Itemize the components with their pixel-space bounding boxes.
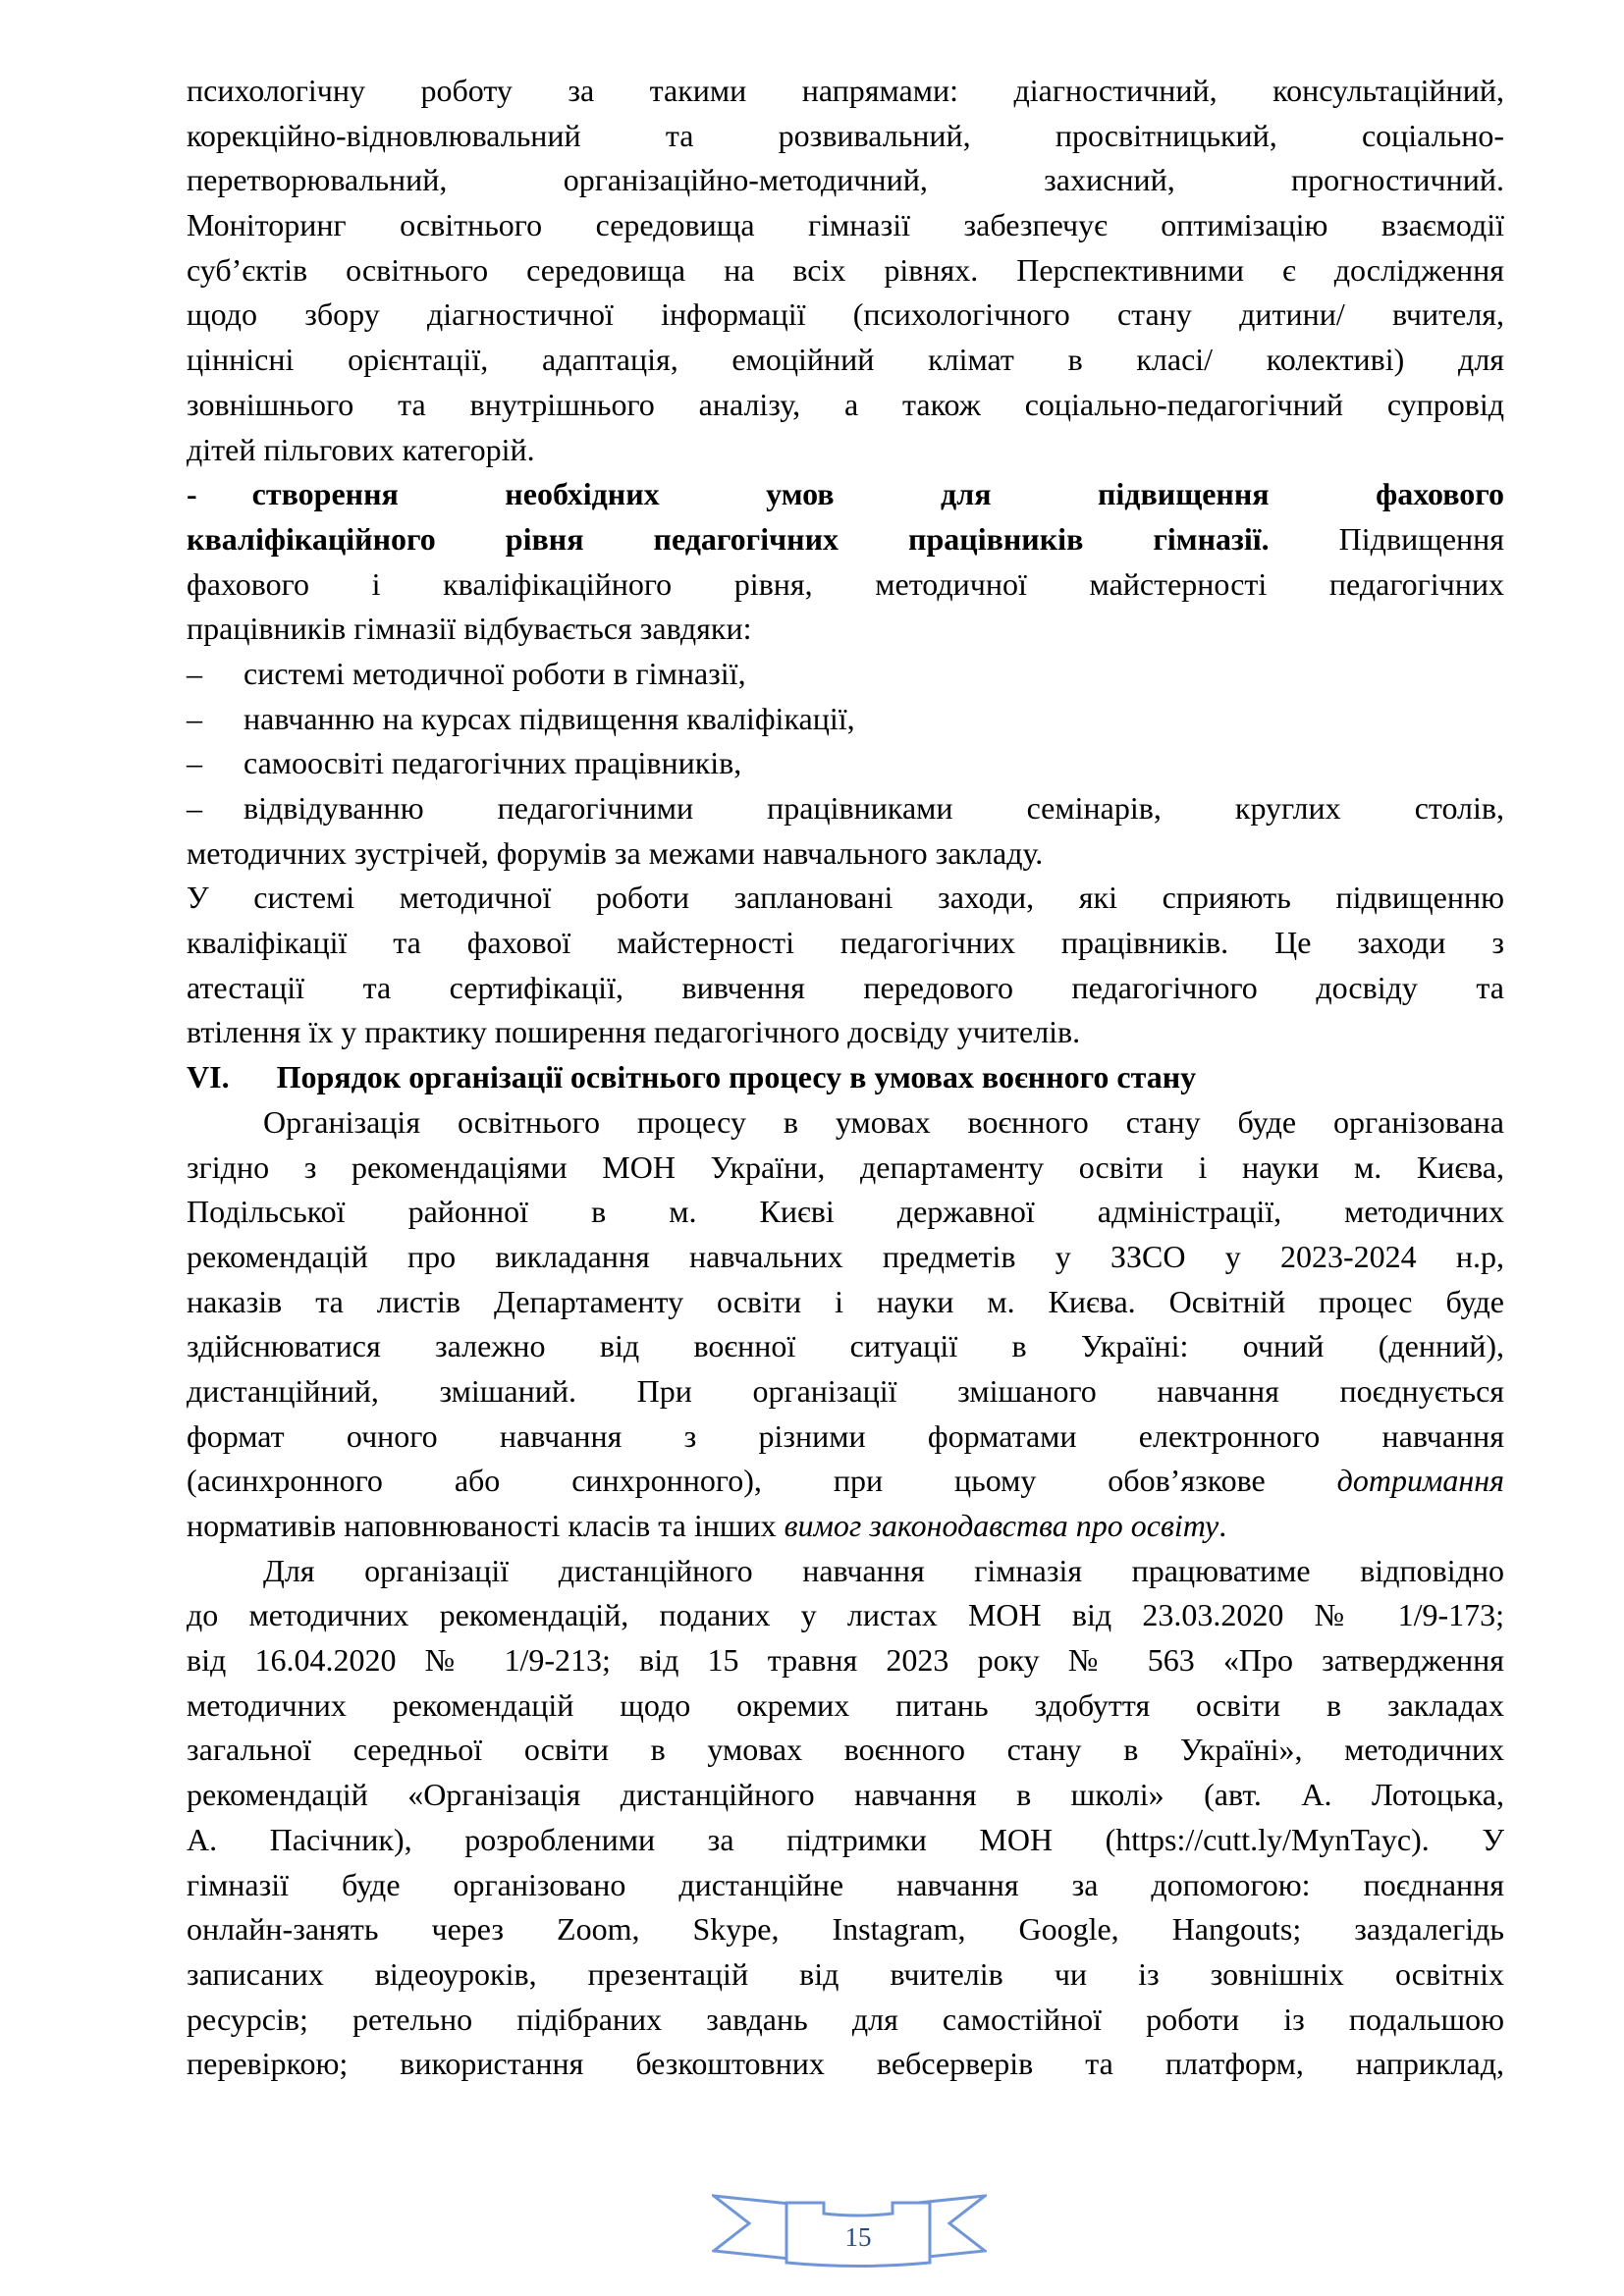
- text-line: [187, 1055, 1504, 1100]
- page-footer: [712, 2191, 987, 2269]
- text-run: нормативів наповнюваності класів та інших: [187, 1508, 785, 1543]
- text-run: Моніторинг освітнього середовища гімназії забезпечує оптимізацію взаємодії: [187, 207, 1504, 243]
- text-run: загальної середньої освіти в умовах воєнного стану в Україні», методичних: [187, 1732, 1504, 1768]
- text-run: дотримання: [1336, 1463, 1504, 1499]
- text-line: [187, 1683, 1504, 1729]
- text-line: [187, 1907, 1504, 1952]
- text-run: втілення їх у практику поширення педагогічного досвіду учителів.: [187, 1014, 1081, 1050]
- text-line: [187, 1235, 1504, 1280]
- tab-spacer: [202, 773, 244, 774]
- text-run: А. Пасічник), розробленими за підтримки МОН (https://cutt.ly/MynTayc). У: [187, 1821, 1504, 1857]
- text-run: здійснюватися залежно від воєнної ситуації в Україні: очний (денний),: [187, 1328, 1504, 1364]
- text-run: кваліфікації та фахової майстерності педагогічних працівників. Це заходи з: [187, 925, 1504, 961]
- text-run: атестації та сертифікації, вивчення передового педагогічного досвіду та: [187, 969, 1504, 1005]
- page-number: 15: [844, 2222, 872, 2252]
- text-run: формат очного навчання з різними форматами електронного навчання: [187, 1417, 1504, 1454]
- text-line: [187, 1280, 1504, 1325]
- text-line: [187, 876, 1504, 921]
- text-run: системі методичної роботи в гімназії,: [244, 655, 746, 691]
- text-run: дітей пільгових категорій.: [187, 431, 535, 467]
- text-run: рекомендацій про викладання навчальних предметів у ЗЗСО у 2023-2024 н.р,: [187, 1238, 1504, 1274]
- text-line: [187, 1146, 1504, 1191]
- text-run: .: [1218, 1508, 1227, 1543]
- text-line: [187, 114, 1504, 159]
- text-run: корекційно-відновлювальний та розвивальний, просвітницький, соціально-: [187, 117, 1504, 153]
- text-line: [187, 921, 1504, 966]
- text-run: психологічну роботу за такими напрямами: діагностичний, консультаційний,: [187, 73, 1504, 108]
- text-line: [187, 1549, 1504, 1594]
- text-line: [187, 428, 1504, 473]
- text-run: –: [187, 790, 202, 826]
- text-line: [187, 1504, 1504, 1549]
- text-run: навчанню на курсах підвищення кваліфікації,: [244, 700, 855, 736]
- text-run: –: [187, 745, 202, 781]
- text-run: Для організації дистанційного навчання гімназія працюватиме відповідно: [263, 1552, 1504, 1588]
- text-run: методичних рекомендацій щодо окремих питань здобуття освіти в закладах: [187, 1686, 1504, 1723]
- text-line: [187, 338, 1504, 383]
- text-line: [187, 383, 1504, 428]
- text-line: [187, 1998, 1504, 2043]
- text-line: [187, 1415, 1504, 1460]
- text-line: [187, 1863, 1504, 1908]
- text-run: наказів та листів Департаменту освіти і науки м. Києва. Освітній процес буде: [187, 1283, 1504, 1319]
- text-run: суб’єктів освітнього середовища на всіх рівнях. Перспективними є дослідження: [187, 251, 1504, 288]
- text-line: [187, 697, 1504, 742]
- text-run: онлайн-занять через Zoom, Skype, Instagram, Google, Hangouts; заздалегідь: [187, 1911, 1504, 1948]
- text-line: [187, 966, 1504, 1011]
- text-line: [187, 1369, 1504, 1415]
- text-run: створення необхідних умов для підвищення фахового: [251, 476, 1504, 512]
- text-run: згідно з рекомендаціями МОН України, департаменту освіти і науки м. Києва,: [187, 1148, 1504, 1185]
- text-run: працівників гімназії відбувається завдяки:: [187, 611, 752, 647]
- text-run: перетворювальний, організаційно-методичний, захисний, прогностичний.: [187, 162, 1504, 198]
- text-run: зовнішнього та внутрішнього аналізу, а також соціально-педагогічний супровід: [187, 386, 1504, 422]
- text-line: [187, 1190, 1504, 1235]
- text-line: [187, 1100, 1504, 1146]
- text-line: [187, 1459, 1504, 1504]
- text-run: –: [187, 700, 202, 736]
- text-line: [187, 741, 1504, 786]
- text-run: щодо збору діагностичної інформації (психологічного стану дитини/ вчителя,: [187, 296, 1504, 333]
- text-line: [187, 1728, 1504, 1773]
- text-run: Організація освітнього процесу в умовах воєнного стану буде організована: [263, 1103, 1504, 1140]
- text-run: перевіркою; використання безкоштовних вебсерверів та платформ, наприклад,: [187, 2046, 1504, 2082]
- text-line: [187, 786, 1504, 831]
- text-run: –: [187, 655, 202, 691]
- text-run: Порядок організації освітнього процесу в умовах воєнного стану: [276, 1059, 1197, 1095]
- text-run: записаних відеоуроків, презентацій від вчителів чи із зовнішніх освітніх: [187, 1955, 1504, 1992]
- text-line: [187, 293, 1504, 338]
- text-line: [187, 562, 1504, 608]
- tab-spacer: [202, 728, 244, 729]
- text-run: -: [187, 476, 197, 512]
- text-run: У системі методичної роботи заплановані заходи, які сприяють підвищенню: [187, 880, 1504, 916]
- text-line: [187, 652, 1504, 697]
- text-line: [187, 517, 1504, 562]
- text-line: [187, 1818, 1504, 1863]
- tab-spacer: [197, 504, 252, 505]
- text-run: Підвищення: [1269, 520, 1504, 557]
- text-line: [187, 831, 1504, 877]
- text-line: [187, 158, 1504, 203]
- text-line: [187, 1773, 1504, 1818]
- text-run: дистанційний, змішаний. При організації змішаного навчання поєднується: [187, 1372, 1504, 1409]
- text-run: кваліфікаційного рівня педагогічних працівників гімназії.: [187, 520, 1270, 557]
- text-run: до методичних рекомендацій, поданих у листах МОН від 23.03.2020 № 1/9-173;: [187, 1597, 1504, 1633]
- text-run: методичних зустрічей, форумів за межами навчального закладу.: [187, 834, 1044, 871]
- text-run: ціннісні орієнтації, адаптація, емоційний клімат в класі/ колективі) для: [187, 342, 1504, 378]
- text-line: [187, 472, 1504, 517]
- tab-spacer: [202, 683, 244, 684]
- document-text: [187, 69, 1504, 2087]
- ribbon-banner-icon: [712, 2191, 987, 2269]
- text-run: фахового і кваліфікаційного рівня, методичної майстерності педагогічних: [187, 565, 1504, 602]
- text-line: [187, 1010, 1504, 1055]
- text-line: [187, 1952, 1504, 1998]
- text-line: [187, 203, 1504, 248]
- text-line: [187, 1638, 1504, 1683]
- tab-spacer: [230, 1087, 277, 1088]
- text-run: (асинхронного або синхронного), при цьому обов’язкове: [187, 1463, 1337, 1499]
- text-run: відвідуванню педагогічними працівниками семінарів, круглих столів,: [244, 790, 1504, 826]
- text-run: вимог законодавства про освіту: [784, 1508, 1219, 1543]
- text-line: [187, 69, 1504, 114]
- text-run: самоосвіті педагогічних працівників,: [244, 745, 742, 781]
- text-line: [187, 1324, 1504, 1369]
- text-line: [187, 1593, 1504, 1638]
- text-run: Подільської районної в м. Києві державної адміністрації, методичних: [187, 1194, 1504, 1230]
- text-run: VI.: [187, 1059, 230, 1095]
- text-run: гімназії буде організовано дистанційне навчання за допомогою: поєднання: [187, 1866, 1504, 1902]
- text-run: ресурсів; ретельно підібраних завдань для самостійної роботи із подальшою: [187, 2001, 1504, 2037]
- text-run: рекомендацій «Організація дистанційного навчання в школі» (авт. А. Лотоцька,: [187, 1777, 1504, 1813]
- text-run: від 16.04.2020 № 1/9-213; від 15 травня 2023 року № 563 «Про затвердження: [187, 1642, 1504, 1679]
- tab-spacer: [202, 818, 244, 819]
- text-line: [187, 607, 1504, 652]
- text-line: [187, 2042, 1504, 2087]
- text-line: [187, 248, 1504, 294]
